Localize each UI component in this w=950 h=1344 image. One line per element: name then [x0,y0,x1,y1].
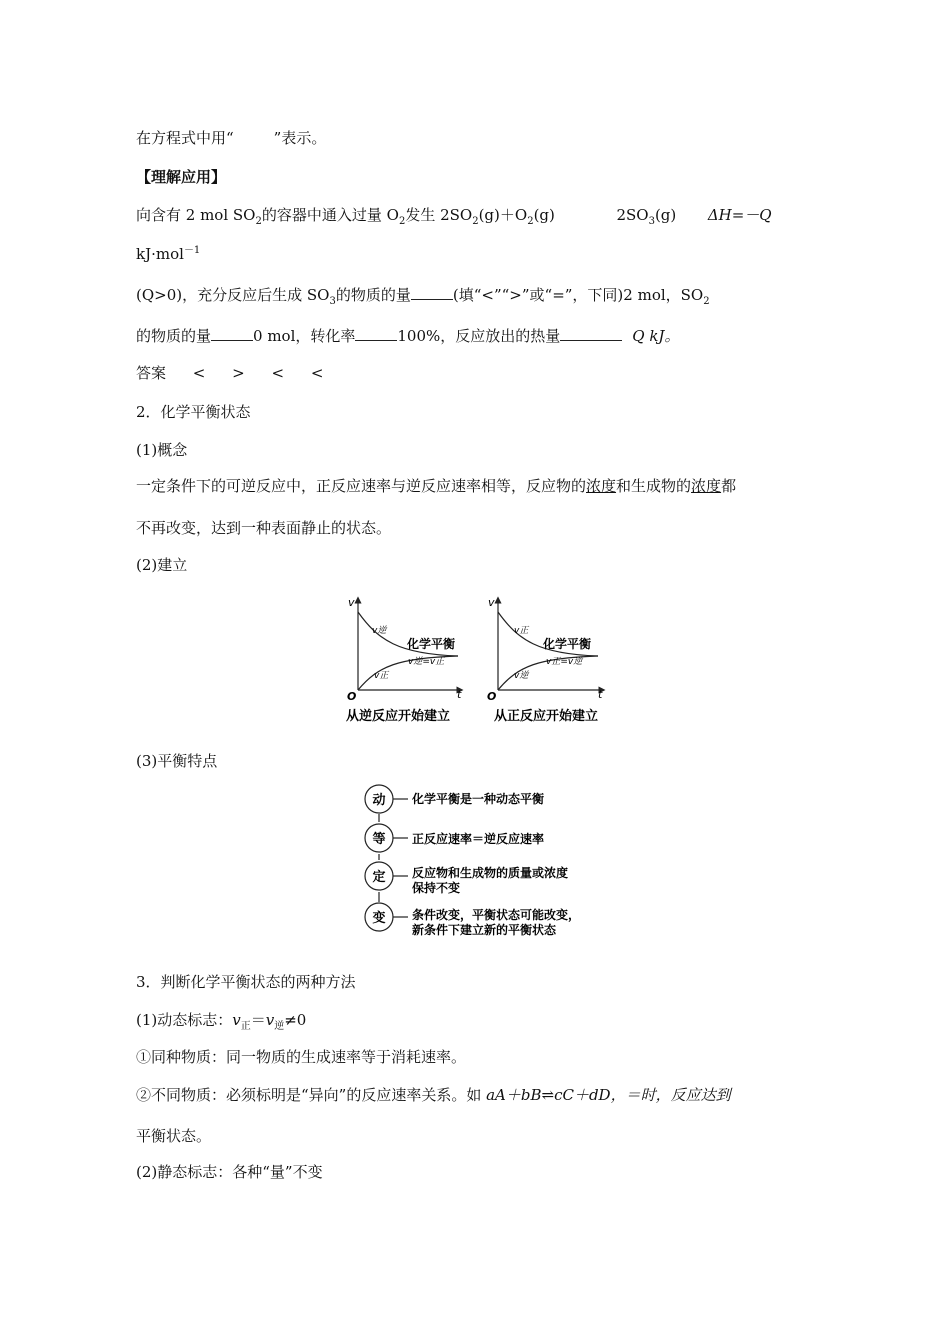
text: 的物质的量 [136,327,212,345]
paragraph-equation-symbol [136,127,820,149]
text: v [265,1011,275,1029]
lower-curve-label: v正 [374,671,389,681]
text: ②不同物质：必须标明是“异向”的反应速率关系。如 [136,1086,487,1104]
caption-from-forward: 从正反应开始建立 [494,709,599,724]
lower-curve-label: v逆 [514,671,529,681]
equal-rate-label: v正=v逆 [546,657,583,667]
axis-v-label: v [348,596,355,609]
answer-1: < [192,364,206,382]
equilibrium-label: 化学平衡 [543,637,592,651]
answer-2: > [232,364,245,382]
feature-char: 动 [372,793,386,808]
answer-label: 答案 [136,364,167,382]
feature-fixed [365,862,568,895]
feature-char: 变 [372,911,386,926]
underlined-term: 浓度 [691,477,722,495]
caption-from-reverse: 从逆反应开始建立 [346,709,451,724]
answer-blank[interactable] [355,326,397,341]
text: ＝ [250,1011,266,1029]
feature-change [365,903,580,937]
answer-blank[interactable] [560,326,622,341]
upper-curve-label: v逆 [372,626,387,636]
heading-apply: 【理解应用】 [136,168,227,186]
question-line-2 [136,243,820,265]
text: 2SO [616,206,649,224]
text: v [232,1011,241,1029]
same-substance: ①同种物质：同一物质的生成速率等于消耗速率。 [136,1048,467,1066]
answer-4: < [310,364,324,382]
text: 一定条件下的可逆反应中，正反应速率与逆反应速率相等，反应物的 [136,477,587,495]
underlined-term: 浓度 [586,477,617,495]
answer-blank[interactable] [411,285,453,300]
text: Q kJ。 [632,327,680,345]
text: 发生 2SO [405,206,473,224]
different-substance [136,1084,820,1106]
subscript: 2 [703,296,710,307]
graph-from-forward [487,596,603,703]
feature-char: 等 [372,832,386,847]
text: (g) [533,206,555,224]
dynamic-marker [136,1009,820,1031]
concept-line-1 [136,475,820,497]
feature-text: 正反应速率＝逆反应速率 [412,832,545,846]
concept-line-2: 不再改变，达到一种表面静止的状态。 [136,519,392,537]
answer-3: < [271,364,285,382]
text: kJ·mol [136,245,184,263]
origin-label: O [487,690,497,703]
text: 的物质的量 [335,286,411,304]
text: (g) [654,206,677,224]
subscript: 2 [255,216,262,227]
text: aA＋bB⇌cC＋dD，＝时，反应达到 [486,1086,731,1104]
question-line-1 [136,204,820,226]
feature-text-2: 保持不变 [412,881,461,895]
subsection-concept: (1)概念 [136,441,188,459]
text: 的容器中通入过量 O [261,206,399,224]
subscript: 3 [648,216,655,227]
feature-equal [365,824,544,852]
text: ΔH=－Q [707,206,772,224]
text: (1)动态标志： [136,1011,233,1029]
text: ”表示。 [273,129,327,147]
subsection-features: (3)平衡特点 [136,752,218,770]
subscript: 2 [472,216,479,227]
text: ≠0 [284,1011,307,1029]
upper-curve-label: v正 [514,626,529,636]
text: 和生成物的 [616,477,692,495]
answer-line [136,362,820,384]
section-3-title: 3．判断化学平衡状态的两种方法 [136,973,356,991]
text: 在方程式中用“ [136,129,234,147]
subscript: 正 [240,1021,251,1032]
static-marker: (2)静态标志：各种“量”不变 [136,1163,323,1181]
feature-text: 化学平衡是一种动态平衡 [412,792,545,806]
feature-text-2: 新条件下建立新的平衡状态 [412,923,557,937]
subscript: 2 [527,216,534,227]
text: 都 [721,477,737,495]
superscript: －1 [183,245,201,256]
subscript: 逆 [274,1021,285,1032]
text: 向含有 2 mol SO [136,206,256,224]
different-substance-cont: 平衡状态。 [136,1127,212,1145]
equilibrium-graphs [338,594,618,728]
subscript: 2 [398,216,406,227]
subsection-establish: (2)建立 [136,556,188,574]
axis-t-label: t [598,688,603,701]
equal-rate-label: v逆=v正 [408,657,445,667]
graph-from-reverse [347,596,462,703]
axis-v-label: v [488,596,495,609]
equilibrium-label: 化学平衡 [407,637,456,651]
question-line-4 [136,325,820,347]
feature-text: 条件改变，平衡状态可能改变， [412,908,581,922]
question-line-3 [136,284,820,306]
origin-label: O [347,690,357,703]
text: (g)＋O [478,206,528,224]
text: (Q>0)，充分反应后生成 SO [136,286,330,304]
feature-char: 定 [372,870,386,885]
feature-dynamic [365,785,544,813]
answer-blank[interactable] [211,326,253,341]
subscript: 3 [329,296,336,307]
equilibrium-features-diagram [360,784,600,940]
text: (填“<”“>”或“=”，下同)2 mol，SO [452,286,704,304]
section-2-title: 2．化学平衡状态 [136,403,251,421]
axis-t-label: t [457,688,462,701]
text: 100%，反应放出的热量 [397,327,561,345]
feature-text: 反应物和生成物的质量或浓度 [412,866,569,880]
text: 0 mol，转化率 [253,327,356,345]
